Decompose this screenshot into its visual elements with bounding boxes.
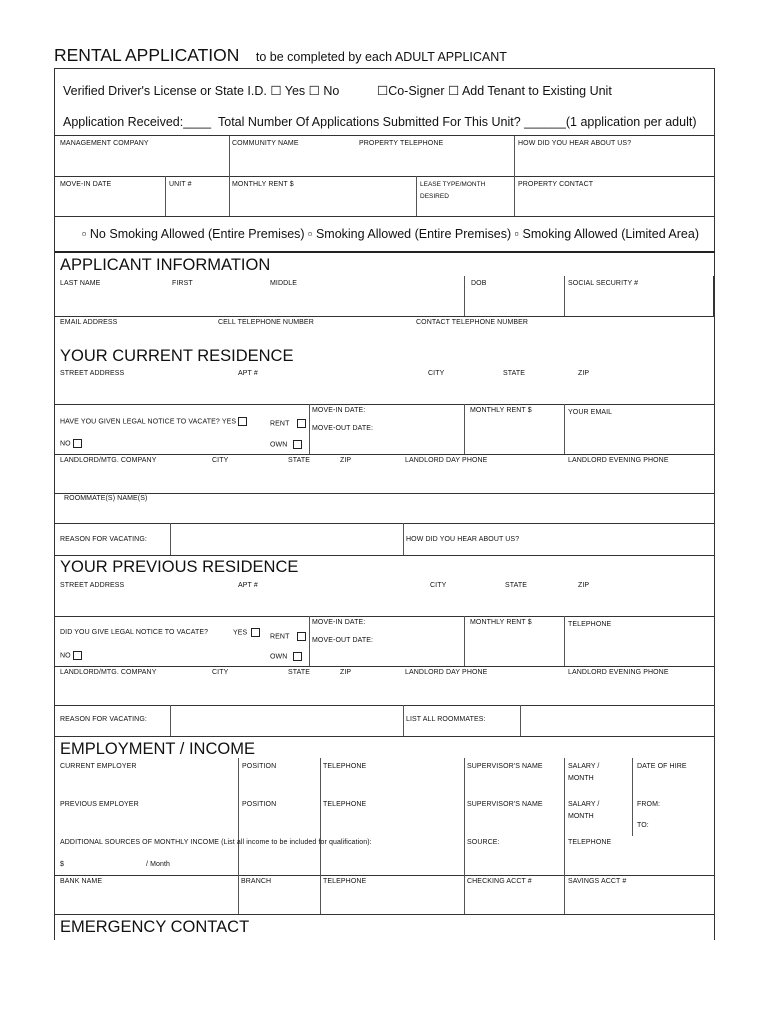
yes-label: YES — [233, 629, 248, 637]
current-salary-field[interactable] — [568, 761, 599, 785]
bank-branch-field[interactable]: BRANCH — [241, 878, 272, 885]
current-landlord-city-field[interactable]: CITY — [212, 457, 229, 464]
previous-reason-vacating-field[interactable]: REASON FOR VACATING: — [60, 716, 147, 723]
income-dollar-sign: $ — [60, 861, 64, 868]
previous-landlord-evening-phone-field[interactable]: LANDLORD EVENING PHONE — [568, 669, 669, 676]
previous-city-field[interactable]: CITY — [430, 582, 447, 589]
previous-state-field[interactable]: STATE — [505, 582, 528, 589]
previous-position-field[interactable]: POSITION — [242, 801, 277, 808]
monthly-rent-field[interactable]: MONTHLY RENT $ — [232, 181, 294, 188]
previous-employer-field[interactable]: PREVIOUS EMPLOYER — [60, 801, 139, 808]
previous-notice-no[interactable] — [60, 651, 82, 660]
list-roommates-field[interactable]: LIST ALL ROOMMATES: — [406, 716, 486, 723]
page-title — [54, 45, 507, 66]
previous-own-option[interactable] — [270, 652, 302, 661]
drivers-license-verified[interactable]: Verified Driver's License or State I.D. ☐ Yes ☐ No — [63, 84, 340, 98]
own-label: OWN — [270, 441, 288, 449]
current-employer-field[interactable]: CURRENT EMPLOYER — [60, 763, 137, 770]
current-move-out-field[interactable]: MOVE-OUT DATE: — [312, 425, 374, 432]
move-in-date-field[interactable]: MOVE-IN DATE — [60, 181, 112, 188]
last-name-field[interactable]: LAST NAME — [60, 280, 101, 287]
current-city-field[interactable]: CITY — [428, 370, 445, 377]
previous-rent-option[interactable] — [270, 632, 306, 641]
contact-phone-field[interactable]: CONTACT TELEPHONE NUMBER — [416, 319, 529, 326]
current-reason-vacating-field[interactable]: REASON FOR VACATING: — [60, 536, 147, 543]
previous-telephone-field[interactable]: TELEPHONE — [568, 621, 612, 628]
lease-type-field[interactable] — [420, 179, 485, 203]
how-hear-field[interactable]: HOW DID YOU HEAR ABOUT US? — [518, 140, 632, 147]
rent-label: RENT — [270, 633, 290, 641]
salary-line-1: SALARY / — [568, 801, 600, 808]
checkbox[interactable] — [238, 417, 247, 426]
income-per-month: / Month — [146, 861, 171, 868]
checkbox[interactable] — [297, 419, 306, 428]
property-contact-field[interactable]: PROPERTY CONTACT — [518, 181, 594, 188]
current-landlord-field[interactable]: LANDLORD/MTG. COMPANY — [60, 457, 157, 464]
smoking-options[interactable]: ▫ No Smoking Allowed (Entire Premises) ▫ Smoking Allowed (Entire Premises) ▫ Smoking Allowed (Limited Area) — [82, 227, 699, 241]
previous-notice-yes[interactable] — [233, 628, 260, 637]
current-apt-field[interactable]: APT # — [238, 370, 258, 377]
salary-line-2: MONTH — [568, 813, 594, 820]
checkbox[interactable] — [293, 652, 302, 661]
previous-supervisor-field[interactable]: SUPERVISOR'S NAME — [467, 801, 543, 808]
income-telephone-field[interactable]: TELEPHONE — [568, 839, 612, 846]
no-label: NO — [60, 440, 71, 448]
current-notice-no[interactable] — [60, 439, 82, 448]
previous-landlord-state-field[interactable]: STATE — [288, 669, 311, 676]
previous-landlord-field[interactable]: LANDLORD/MTG. COMPANY — [60, 669, 157, 676]
previous-apt-field[interactable]: APT # — [238, 582, 258, 589]
savings-account-field[interactable]: SAVINGS ACCT # — [568, 878, 627, 885]
date-of-hire-field[interactable]: DATE OF HIRE — [637, 763, 687, 770]
current-monthly-rent-field[interactable]: MONTHLY RENT $ — [470, 407, 532, 414]
checking-account-field[interactable]: CHECKING ACCT # — [467, 878, 532, 885]
applicant-heading: APPLICANT INFORMATION — [60, 256, 271, 274]
previous-residence-heading: YOUR PREVIOUS RESIDENCE — [60, 558, 299, 576]
current-landlord-zip-field[interactable]: ZIP — [340, 457, 352, 464]
roommates-field[interactable]: ROOMMATE(S) NAME(S) — [64, 495, 148, 502]
your-email-field[interactable]: YOUR EMAIL — [568, 409, 613, 416]
current-how-hear-field[interactable]: HOW DID YOU HEAR ABOUT US? — [406, 536, 520, 543]
current-employer-telephone-field[interactable]: TELEPHONE — [323, 763, 367, 770]
checkbox[interactable] — [73, 651, 82, 660]
unit-field[interactable]: UNIT # — [169, 181, 192, 188]
current-state-field[interactable]: STATE — [503, 370, 526, 377]
checkbox[interactable] — [73, 439, 82, 448]
management-company-field[interactable]: MANAGEMENT COMPANY — [60, 140, 149, 147]
previous-monthly-rent-field[interactable]: MONTHLY RENT $ — [470, 619, 532, 626]
application-received[interactable]: Application Received:____ — [63, 115, 212, 129]
current-landlord-evening-phone-field[interactable]: LANDLORD EVENING PHONE — [568, 457, 669, 464]
lease-type-line-2: DESIRED — [420, 193, 449, 200]
ssn-field[interactable]: SOCIAL SECURITY # — [568, 280, 639, 287]
own-label: OWN — [270, 653, 288, 661]
previous-move-out-field[interactable]: MOVE-OUT DATE: — [312, 637, 374, 644]
property-telephone-field[interactable]: PROPERTY TELEPHONE — [359, 140, 444, 147]
checkbox[interactable] — [297, 632, 306, 641]
previous-landlord-zip-field[interactable]: ZIP — [340, 669, 352, 676]
previous-notice-question: DID YOU GIVE LEGAL NOTICE TO VACATE? — [60, 629, 209, 636]
employment-heading: EMPLOYMENT / INCOME — [60, 740, 255, 758]
current-move-in-field[interactable]: MOVE-IN DATE: — [312, 407, 366, 414]
previous-street-field[interactable]: STREET ADDRESS — [60, 582, 125, 589]
previous-landlord-city-field[interactable]: CITY — [212, 669, 229, 676]
current-rent-option[interactable] — [270, 419, 306, 428]
form-frame — [54, 68, 715, 940]
income-source-field[interactable]: SOURCE: — [467, 839, 500, 846]
current-zip-field[interactable]: ZIP — [578, 370, 590, 377]
cell-phone-field[interactable]: CELL TELEPHONE NUMBER — [218, 319, 314, 326]
current-supervisor-field[interactable]: SUPERVISOR'S NAME — [467, 763, 543, 770]
previous-move-in-field[interactable]: MOVE-IN DATE: — [312, 619, 366, 626]
employment-from-field[interactable]: FROM: — [637, 801, 661, 808]
current-notice-label: HAVE YOU GIVEN LEGAL NOTICE TO VACATE? YES — [60, 418, 237, 426]
checkbox[interactable] — [293, 440, 302, 449]
additional-income-field[interactable]: ADDITIONAL SOURCES OF MONTHLY INCOME (List all income to be included for qualification): — [60, 839, 372, 846]
current-landlord-state-field[interactable]: STATE — [288, 457, 311, 464]
title-sub: to be completed by each ADULT APPLICANT — [255, 50, 507, 64]
previous-zip-field[interactable]: ZIP — [578, 582, 590, 589]
current-residence-heading: YOUR CURRENT RESIDENCE — [60, 347, 294, 365]
employment-to-field[interactable]: TO: — [637, 822, 649, 829]
rent-label: RENT — [270, 420, 290, 428]
checkbox[interactable] — [251, 628, 260, 637]
current-notice-yes[interactable] — [60, 417, 247, 426]
bank-name-field[interactable]: BANK NAME — [60, 878, 103, 885]
bank-telephone-field[interactable]: TELEPHONE — [323, 878, 367, 885]
email-address-field[interactable]: EMAIL ADDRESS — [60, 319, 118, 326]
current-landlord-day-phone-field[interactable]: LANDLORD DAY PHONE — [405, 457, 488, 464]
current-position-field[interactable]: POSITION — [242, 763, 277, 770]
community-name-field[interactable]: COMMUNITY NAME — [232, 140, 299, 147]
cosigner-options[interactable]: ☐Co-Signer ☐ Add Tenant to Existing Unit — [377, 84, 612, 98]
salary-line-1: SALARY / — [568, 763, 600, 770]
current-street-field[interactable]: STREET ADDRESS — [60, 370, 125, 377]
dob-field[interactable]: DOB — [471, 280, 487, 287]
no-label: NO — [60, 652, 71, 660]
total-applications[interactable]: Total Number Of Applications Submitted For This Unit? ______(1 application per adult) — [218, 115, 697, 129]
salary-line-2: MONTH — [568, 775, 594, 782]
first-name-field[interactable]: FIRST — [172, 280, 193, 287]
middle-name-field[interactable]: MIDDLE — [270, 280, 298, 287]
previous-employer-telephone-field[interactable]: TELEPHONE — [323, 801, 367, 808]
current-own-option[interactable] — [270, 440, 302, 449]
previous-salary-field[interactable] — [568, 799, 599, 823]
lease-type-line-1: LEASE TYPE/MONTH — [420, 181, 486, 188]
previous-landlord-day-phone-field[interactable]: LANDLORD DAY PHONE — [405, 669, 488, 676]
title-main: RENTAL APPLICATION — [54, 45, 240, 65]
emergency-contact-heading: EMERGENCY CONTACT — [60, 918, 250, 936]
